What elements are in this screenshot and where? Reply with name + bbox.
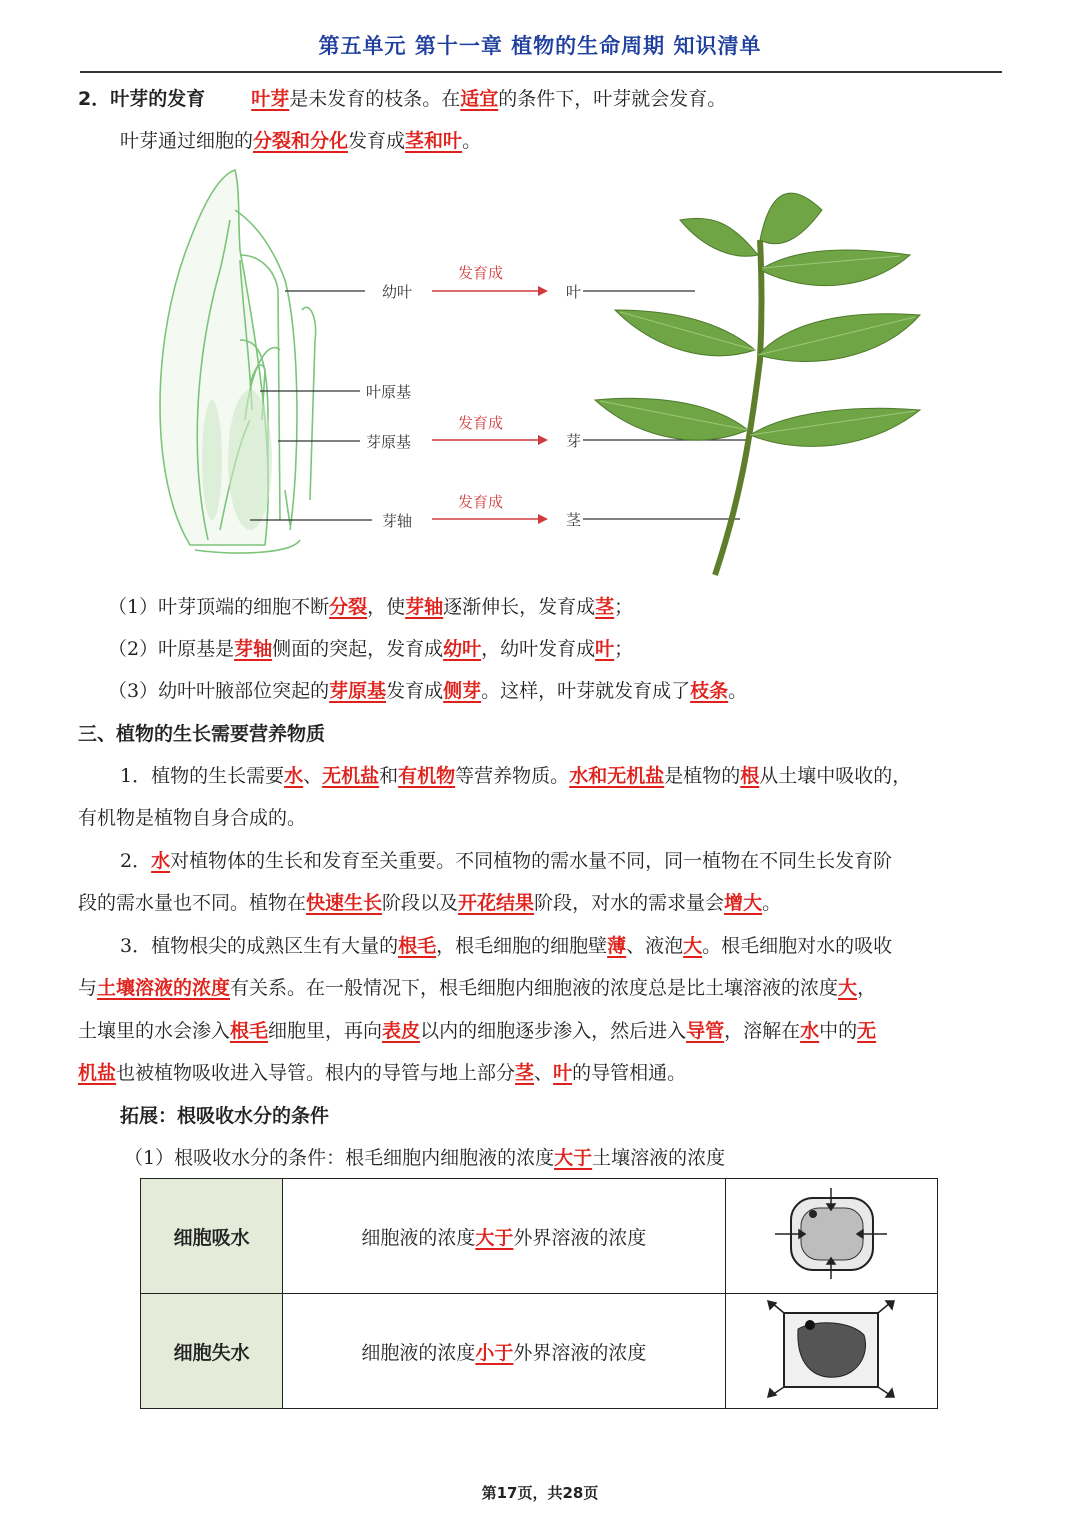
kw: 芽原基: [329, 680, 387, 702]
kw: 大: [838, 977, 858, 999]
arrows: [432, 286, 548, 524]
kw: 机盐: [78, 1062, 117, 1084]
cell-water-table: [140, 1178, 938, 1409]
kw: 分裂和分化: [253, 130, 349, 152]
txt: ，根毛细胞的细胞壁: [436, 935, 608, 957]
leafy-branch-illustration: [595, 193, 920, 575]
txt: 。: [728, 680, 748, 702]
txt: 。: [462, 130, 482, 152]
point-2: [108, 636, 633, 662]
kw: 侧芽: [443, 680, 482, 702]
page-header-title: 第五单元 第十一章 植物的生命周期 知识清单: [318, 34, 762, 58]
txt: 从土壤中吸收的，: [759, 765, 912, 787]
kw: 大于: [475, 1226, 514, 1249]
kw: 适宜: [460, 88, 499, 110]
para1-line2: 有机物是植物自身合成的。: [78, 807, 307, 829]
txt: ；: [614, 596, 634, 618]
cell-lose-diagram: [766, 1299, 896, 1399]
para3-line4: [78, 1060, 686, 1086]
txt: 的导管相通。: [572, 1062, 687, 1084]
txt: 侧面的突起，发育成: [272, 638, 444, 660]
kw: 薄: [607, 935, 627, 957]
txt: 有关系。在一般情况下，根毛细胞内细胞液的浓度总是比土壤溶液的浓度: [230, 977, 839, 999]
txt: （2）叶原基是: [108, 638, 235, 660]
txt: 、液泡: [626, 935, 684, 957]
txt: 逐渐伸长，发育成: [443, 596, 596, 618]
txt: 细胞液的浓度: [361, 1341, 476, 1364]
kw: 茎: [515, 1062, 535, 1084]
txt: 叶芽通过细胞的: [120, 130, 254, 152]
kw: 根毛: [230, 1020, 269, 1042]
label-young-leaf: 幼叶: [382, 283, 413, 301]
section2-line1: [78, 86, 726, 112]
label-leaf: 叶: [566, 283, 582, 301]
cell-absorb-diagram: [771, 1186, 891, 1281]
txt: （3）幼叶叶腋部位突起的: [108, 680, 330, 702]
txt: 1．植物的生长需要: [120, 765, 285, 787]
extension-title: 拓展：根吸收水分的条件: [120, 1105, 330, 1127]
page-number: 第17页，共28页: [481, 1484, 599, 1502]
row-head-absorb: 细胞吸水: [141, 1179, 283, 1294]
txt: 外界溶液的浓度: [513, 1226, 647, 1249]
txt: 的条件下，叶芽就会发育。: [498, 88, 727, 110]
kw: 分裂: [329, 596, 368, 618]
section2-title: 2．叶芽的发育: [78, 88, 206, 110]
txt: 发育成: [386, 680, 444, 702]
para2-line1: [120, 848, 892, 874]
txt: 是未发育的枝条。在: [289, 88, 461, 110]
kw: 开花结果: [458, 892, 535, 914]
kw: 大: [683, 935, 703, 957]
para2-line2: [78, 890, 781, 916]
kw: 叶芽: [251, 88, 290, 110]
txt: 对植物体的生长和发育至关重要。不同植物的需水量不同，同一植物在不同生长发育阶: [170, 850, 893, 872]
kw: 无机盐: [322, 765, 380, 787]
txt: 是植物的: [664, 765, 741, 787]
txt: 土壤溶液的浓度: [592, 1147, 726, 1169]
txt: 以内的细胞逐步渗入，然后进入: [420, 1020, 687, 1042]
bud-tissue-texture: [202, 390, 272, 530]
cell-absorbing-water-image: [725, 1179, 938, 1294]
arrow-label-develop-3: 发育成: [458, 493, 504, 511]
kw: 大于: [554, 1147, 593, 1169]
leaf-bud-development-figure: [150, 160, 940, 580]
kw: 水: [151, 850, 171, 872]
txt: 阶段，对水的需求量会: [534, 892, 725, 914]
kw: 有机物: [398, 765, 456, 787]
txt: 2．: [120, 850, 152, 872]
row-text-lose: [283, 1294, 725, 1409]
arrow-label-develop-2: 发育成: [458, 414, 504, 432]
label-bud-axis: 芽轴: [382, 512, 413, 530]
extension-condition: [124, 1145, 725, 1171]
kw: 芽轴: [405, 596, 444, 618]
label-bud-primordium: 芽原基: [366, 433, 412, 451]
cell-losing-water-image: [725, 1294, 938, 1409]
kw: 小于: [475, 1341, 514, 1364]
txt: 阶段以及: [382, 892, 459, 914]
txt: 。这样，叶芽就发育成了: [481, 680, 691, 702]
txt: ，幼叶发育成: [481, 638, 596, 660]
para3-line1: [120, 933, 892, 959]
table-row: [141, 1294, 938, 1409]
txt: ，: [857, 977, 877, 999]
kw: 快速生长: [306, 892, 383, 914]
kw: 根毛: [398, 935, 437, 957]
label-bud: 芽: [566, 432, 582, 450]
txt: 发育成: [348, 130, 406, 152]
kw: 水: [284, 765, 304, 787]
label-leaf-primordium: 叶原基: [366, 383, 412, 401]
kw: 枝条: [690, 680, 729, 702]
kw: 增大: [724, 892, 763, 914]
txt: 也被植物吸收进入导管。根内的导管与地上部分: [116, 1062, 516, 1084]
txt: 细胞里，再向: [268, 1020, 383, 1042]
para3-line3: [78, 1018, 876, 1044]
point-1: [108, 594, 633, 620]
kw: 幼叶: [443, 638, 482, 660]
kw: 水: [800, 1020, 820, 1042]
txt: 土壤里的水会渗入: [78, 1020, 231, 1042]
txt: 段的需水量也不同。植物在: [78, 892, 307, 914]
txt: 3．植物根尖的成熟区生有大量的: [120, 935, 399, 957]
txt: （1）叶芽顶端的细胞不断: [108, 596, 330, 618]
txt: 。根毛细胞对水的吸收: [702, 935, 893, 957]
txt: ；: [614, 638, 634, 660]
kw: 茎和叶: [405, 130, 463, 152]
txt: 细胞液的浓度: [361, 1226, 476, 1249]
txt: 外界溶液的浓度: [513, 1341, 647, 1364]
txt: ，溶解在: [724, 1020, 801, 1042]
kw: 水和无机盐: [569, 765, 665, 787]
kw: 导管: [686, 1020, 725, 1042]
kw: 土壤溶液的浓度: [97, 977, 231, 999]
txt: ，使: [367, 596, 406, 618]
txt: 。: [762, 892, 782, 914]
para3-line2: [78, 975, 876, 1001]
row-text-absorb: [283, 1179, 725, 1294]
arrow-label-develop-1: 发育成: [458, 264, 504, 282]
txt: 和: [379, 765, 399, 787]
header-divider: [80, 71, 1002, 73]
kw: 芽轴: [234, 638, 273, 660]
txt: 等营养物质。: [455, 765, 570, 787]
txt: 中的: [819, 1020, 858, 1042]
kw: 茎: [595, 596, 615, 618]
kw: 无: [857, 1020, 877, 1042]
txt: 、: [534, 1062, 554, 1084]
txt: 、: [303, 765, 323, 787]
row-head-lose: 细胞失水: [141, 1294, 283, 1409]
kw: 根: [740, 765, 760, 787]
txt: 与: [78, 977, 98, 999]
section2-line2: [120, 128, 481, 154]
kw: 叶: [595, 638, 615, 660]
txt: （1）根吸收水分的条件：根毛细胞内细胞液的浓度: [124, 1147, 555, 1169]
para1-line1: [120, 763, 911, 789]
label-stem: 茎: [566, 511, 582, 529]
section3-title: 三、植物的生长需要营养物质: [78, 723, 326, 745]
kw: 叶: [553, 1062, 573, 1084]
table-row: [141, 1179, 938, 1294]
point-3: [108, 678, 747, 704]
kw: 表皮: [382, 1020, 421, 1042]
